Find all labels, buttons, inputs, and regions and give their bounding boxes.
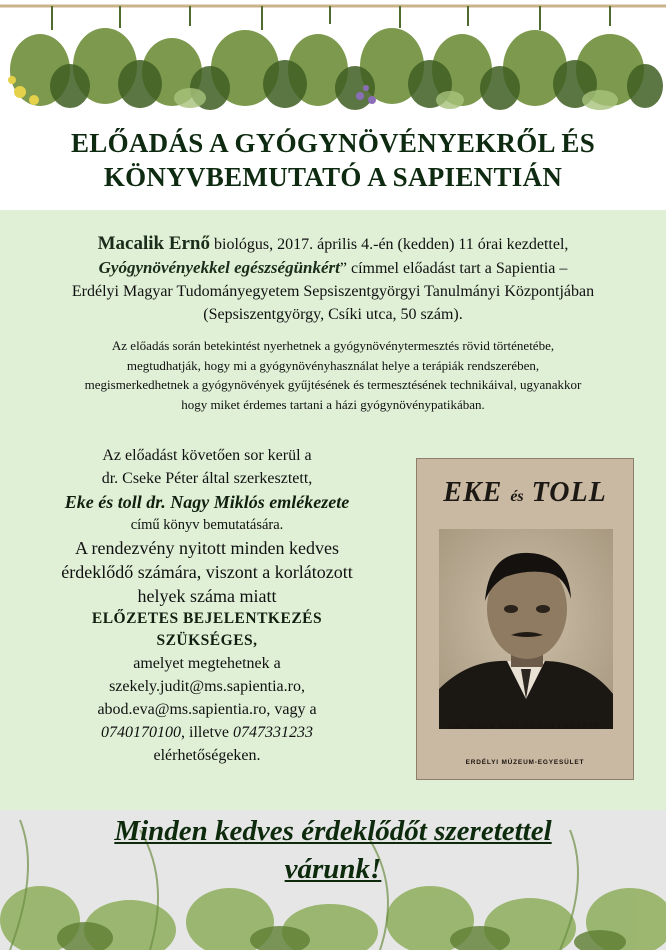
book-title: Eke és toll dr. Nagy Miklós emlékezete — [64, 492, 350, 512]
book-event-line-14: elérhetőségeken. — [153, 747, 261, 764]
details-line-1: Az előadás során betekintést nyerhetnek a gyógynövénytermesztés rövid történetébe, — [111, 338, 555, 353]
email-1[interactable]: szekely.judit@ms.sapientia.ro, — [109, 678, 305, 695]
lecture-title: Gyógynövényekkel egészségünkért — [98, 258, 340, 277]
intro-paragraph — [14, 232, 652, 326]
book-cover-caption: DR. NAGY MIKLÓS EMLÉKEZETE — [449, 721, 601, 731]
book-cover-title-toll: TOLL — [531, 477, 607, 508]
intro-text-3: Erdélyi Magyar Tudományegyetem Sepsiszentgyörgyi Tanulmányi Központjában — [71, 283, 595, 300]
title-line-1: ELŐADÁS A GYÓGYNÖVÉNYEKRŐL ÉS — [70, 128, 596, 158]
registration-notice-1: ELŐZETES BEJELENTKEZÉS — [91, 610, 323, 627]
book-event-line-10: amelyet megtehetnek a — [133, 655, 281, 672]
title-block — [0, 118, 666, 210]
book-cover-image — [416, 458, 634, 780]
phone-1[interactable]: 0740170100 — [101, 724, 181, 741]
speaker-name: Macalik Ernő — [97, 233, 210, 254]
details-paragraph — [40, 336, 626, 414]
closing-line-2: várunk! — [284, 853, 382, 885]
closing-line-1: Minden kedves érdeklődőt szeretettel — [114, 815, 552, 847]
title-line-2: KÖNYVBEMUTATÓ A SAPIENTIÁN — [103, 162, 563, 192]
book-event-line-5: A rendezvény nyitott minden kedves — [75, 538, 339, 558]
book-cover-title — [417, 477, 633, 509]
details-line-3: megismerkedhetnek a gyógynövények gyűjtésének és termesztésének technikáival, ugyanakkor — [84, 377, 582, 392]
registration-notice-2: SZÜKSÉGES, — [156, 632, 258, 649]
phone-separator: , illetve — [181, 724, 233, 741]
portrait-photo — [439, 529, 613, 729]
book-event-text — [12, 444, 402, 767]
book-event-line-2: dr. Cseke Péter által szerkesztett, — [101, 470, 313, 487]
details-line-4: hogy miket érdemes tartani a házi gyógynövénypatikában. — [181, 396, 485, 412]
closing-message — [0, 812, 666, 888]
book-cover-title-es: és — [510, 488, 524, 505]
book-cover-publisher: ERDÉLYI MÚZEUM-EGYESÜLET — [465, 759, 585, 766]
phone-2[interactable]: 0747331233 — [232, 724, 313, 741]
book-event-line-1: Az előadást követően sor kerül a — [102, 447, 312, 464]
book-event-line-7: helyek száma miatt — [137, 586, 277, 606]
phone-line — [12, 721, 402, 744]
email-2[interactable]: abod.eva@ms.sapientia.ro, vagy a — [97, 701, 317, 718]
book-cover-title-eke: EKE — [443, 477, 503, 508]
herb-banner-top — [0, 0, 666, 118]
book-event-line-4: című könyv bemutatására. — [130, 517, 284, 533]
book-event-line-6: érdeklődő számára, viszont a korlátozott — [61, 562, 353, 582]
intro-text-1: biológus, 2017. április 4.-én (kedden) 11 órai kezdettel, — [210, 236, 569, 253]
intro-text-4: (Sepsiszentgyörgy, Csíki utca, 50 szám). — [203, 306, 463, 323]
intro-text-2: ” címmel előadást tart a Sapientia – — [339, 260, 568, 277]
details-line-2: megtudhatják, hogy mi a gyógynövényhasználat helye a terápiák rendszerében, — [126, 357, 540, 373]
